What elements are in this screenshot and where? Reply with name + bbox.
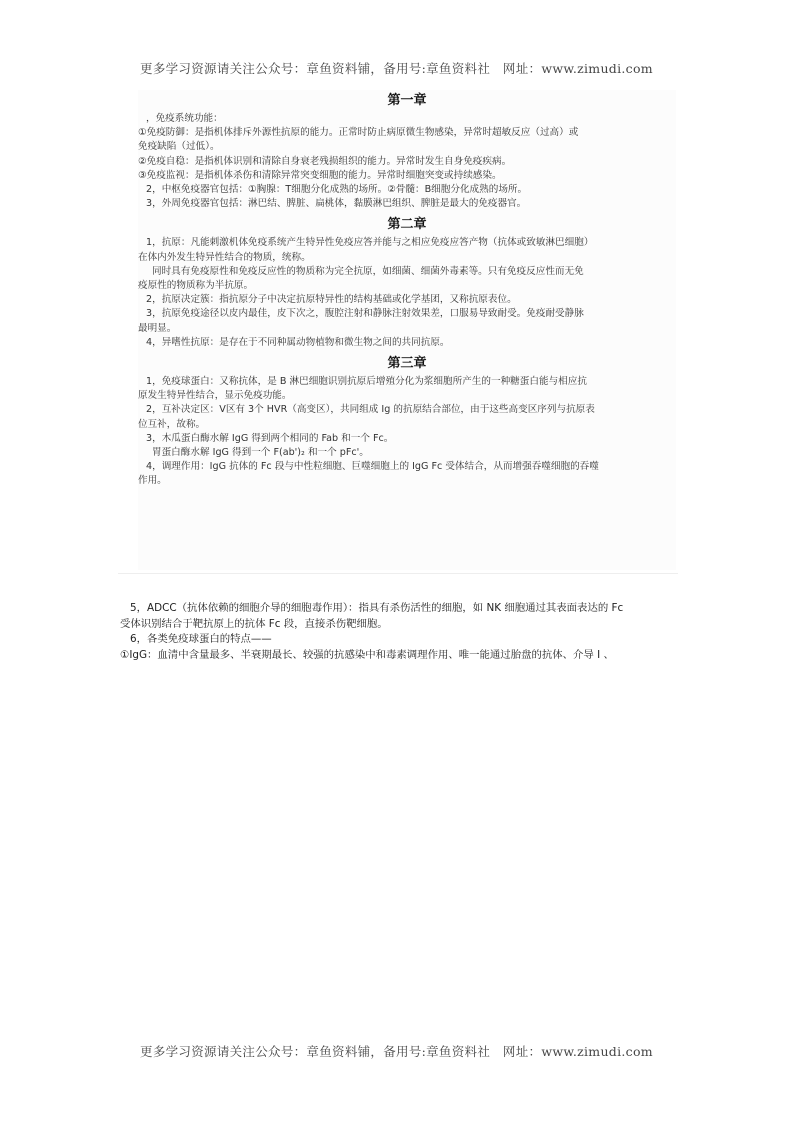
footer-banner: 更多学习资源请关注公众号：章鱼资料铺，备用号:章鱼资料社 网址：www.zimudi.com	[140, 1044, 653, 1059]
ch2-line: 3，抗原免疫途径以皮内最佳，皮下次之，腹腔注射和静脉注射效果差，口服易导致耐受。免疫耐受静脉	[146, 308, 584, 320]
ch3-line: 位互补，故称。	[138, 418, 206, 430]
continuation-text	[120, 601, 660, 663]
ch1-line: ，免疫系统功能：	[146, 113, 223, 124]
scanned-notes-image	[138, 90, 676, 570]
ch2-line: 在体内外发生特异性结合的物质，统称。	[138, 251, 311, 263]
ch3-line: 胃蛋白酶水解 IgG 得到一个 F(ab')₂ 和一个 pFc'。	[152, 447, 369, 459]
continuation-line: ①IgG：血清中含量最多、半衰期最长、较强的抗感染中和毒素调理作用、唯一能通过胎盘的抗体、介导 I 、	[120, 648, 614, 661]
ch3-line: 4，调理作用：IgG 抗体的 Fc 段与中性粒细胞、巨噬细胞上的 IgG Fc 受体结合，从而增强吞噬细胞的吞噬	[146, 461, 599, 473]
ch2-line: 最明显。	[138, 322, 177, 334]
ch2-line: 同时具有免疫原性和免疫反应性的物质称为完全抗原，如细菌、细菌外毒素等。只有免疫反应性而无免	[152, 265, 584, 277]
ch3-line: 3，木瓜蛋白酶水解 IgG 得到两个相同的 Fab 和一个 Fc。	[146, 432, 394, 444]
ch2-line: 疫原性的物质称为半抗原。	[138, 280, 254, 292]
chapter-2-title: 第二章	[387, 217, 427, 233]
ch1-line: ②免疫自稳：是指机体识别和清除自身衰老残损组织的能力。异常时发生自身免疫疾病。	[138, 155, 512, 167]
continuation-line: 受体识别结合于靶抗原上的抗体 Fc 段，直接杀伤靶细胞。	[120, 617, 388, 630]
image-bottom-edge	[118, 573, 678, 574]
ch1-line: 3，外周免疫器官包括：淋巴结、脾脏、扁桃体，黏膜淋巴组织、脾脏是最大的免疫器官。	[146, 198, 527, 210]
ch3-line: 1，免疫球蛋白：又称抗体，是 B 淋巴细胞识别抗原后增殖分化为浆细胞所产生的一种糖蛋白能与相应抗	[146, 376, 587, 388]
header-banner: 更多学习资源请关注公众号：章鱼资料铺，备用号:章鱼资料社 网址：www.zimudi.com	[140, 61, 653, 76]
chapter-1-title: 第一章	[387, 93, 427, 108]
ch2-line: 2，抗原决定簇：指抗原分子中决定抗原特异性的结构基础或化学基团，又称抗原表位。	[146, 294, 517, 306]
continuation-line: 6，各类免疫球蛋白的特点——	[130, 633, 272, 645]
chapter-3-title: 第三章	[387, 356, 427, 372]
ch1-line: 2，中枢免疫器官包括：①胸腺：T细胞分化成熟的场所。②骨髓：B细胞分化成熟的场所。	[146, 184, 528, 196]
ch3-line: 原发生特异性结合，显示免疫功能。	[138, 390, 292, 402]
ch3-line: 作用。	[138, 475, 167, 487]
ch1-line: ③免疫监视：是指机体杀伤和清除异常突变细胞的能力。异常时细胞突变或持续感染。	[138, 169, 502, 181]
ch1-line: 免疫缺陷（过低）。	[138, 141, 220, 153]
ch2-line: 1，抗原：凡能刺激机体免疫系统产生特异性免疫应答并能与之相应免疫应答产物（抗体或致敏淋巴细胞）	[146, 237, 594, 249]
ch2-line: 4，异嗜性抗原：是存在于不同种属动物植物和微生物之间的共同抗原。	[146, 336, 450, 348]
continuation-line: 5，ADCC（抗体依赖的细胞介导的细胞毒作用）：指具有杀伤活性的细胞，如 NK 细胞通过其表面表达的 Fc	[130, 602, 624, 614]
ch1-line: ①免疫防御：是指机体排斥外源性抗原的能力。正常时防止病原微生物感染，异常时超敏反应（过高）或	[138, 127, 579, 139]
ch3-line: 2，互补决定区：V区有 3个 HVR（高变区），共同组成 Ig 的抗原结合部位，由于这些高变区序列与抗原表	[146, 404, 595, 416]
